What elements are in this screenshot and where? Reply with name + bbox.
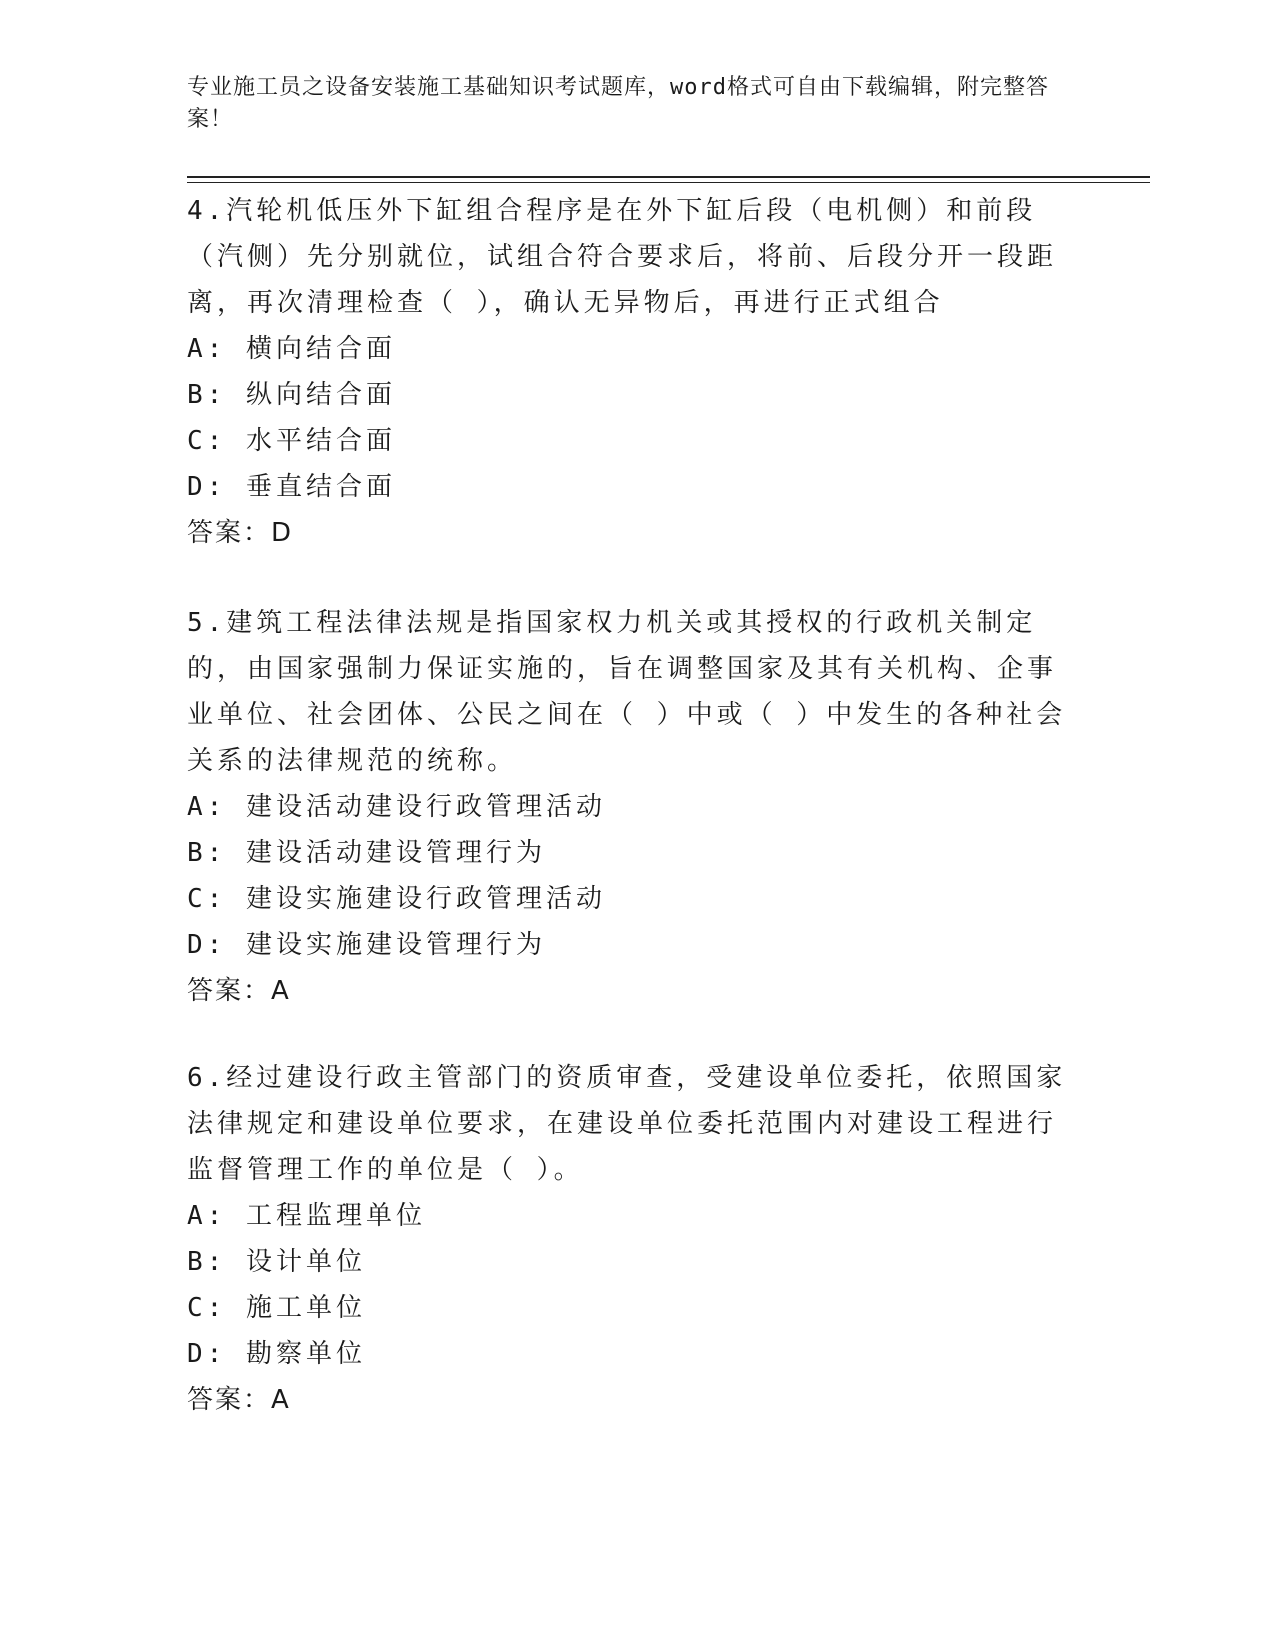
question-stem: 4.汽轮机低压外下缸组合程序是在外下缸后段（电机侧）和前段（汽侧）先分别就位，试组合符合要求后，将前、后段分开一段距离，再次清理检查（ ），确认无异物后，再进行正式组合 xyxy=(187,196,1058,318)
option-c: C: 建设实施建设行政管理活动 xyxy=(187,884,606,914)
answer: 答案：A xyxy=(187,1385,291,1415)
question-6 xyxy=(187,1055,1067,1423)
option-a: A: 建设活动建设行政管理活动 xyxy=(187,792,606,822)
question-stem: 5.建筑工程法律法规是指国家权力机关或其授权的行政机关制定的，由国家强制力保证实施的，旨在调整国家及其有关机构、企事业单位、社会团体、公民之间在（ ）中或（ ）中发生的各种社会关系的法律规范的统称。 xyxy=(187,608,1067,776)
option-a: A: 横向结合面 xyxy=(187,334,396,364)
question-4 xyxy=(187,188,1067,556)
header-divider-thick xyxy=(187,176,1150,178)
option-d: D: 垂直结合面 xyxy=(187,472,396,502)
header-divider-thin xyxy=(187,182,1150,183)
option-a: A: 工程监理单位 xyxy=(187,1201,426,1231)
option-d: D: 勘察单位 xyxy=(187,1339,366,1369)
option-b: B: 设计单位 xyxy=(187,1247,366,1277)
answer: 答案：D xyxy=(187,518,294,548)
option-c: C: 水平结合面 xyxy=(187,426,396,456)
question-stem: 6.经过建设行政主管部门的资质审查，受建设单位委托，依照国家法律规定和建设单位要求，在建设单位委托范围内对建设工程进行监督管理工作的单位是（ ）。 xyxy=(187,1063,1067,1185)
option-d: D: 建设实施建设管理行为 xyxy=(187,930,546,960)
option-b: B: 纵向结合面 xyxy=(187,380,396,410)
option-c: C: 施工单位 xyxy=(187,1293,366,1323)
option-b: B: 建设活动建设管理行为 xyxy=(187,838,546,868)
question-5 xyxy=(187,600,1067,1014)
answer: 答案：A xyxy=(187,976,291,1006)
document-header: 专业施工员之设备安装施工基础知识考试题库，word格式可自由下载编辑，附完整答案！ xyxy=(187,75,1049,132)
